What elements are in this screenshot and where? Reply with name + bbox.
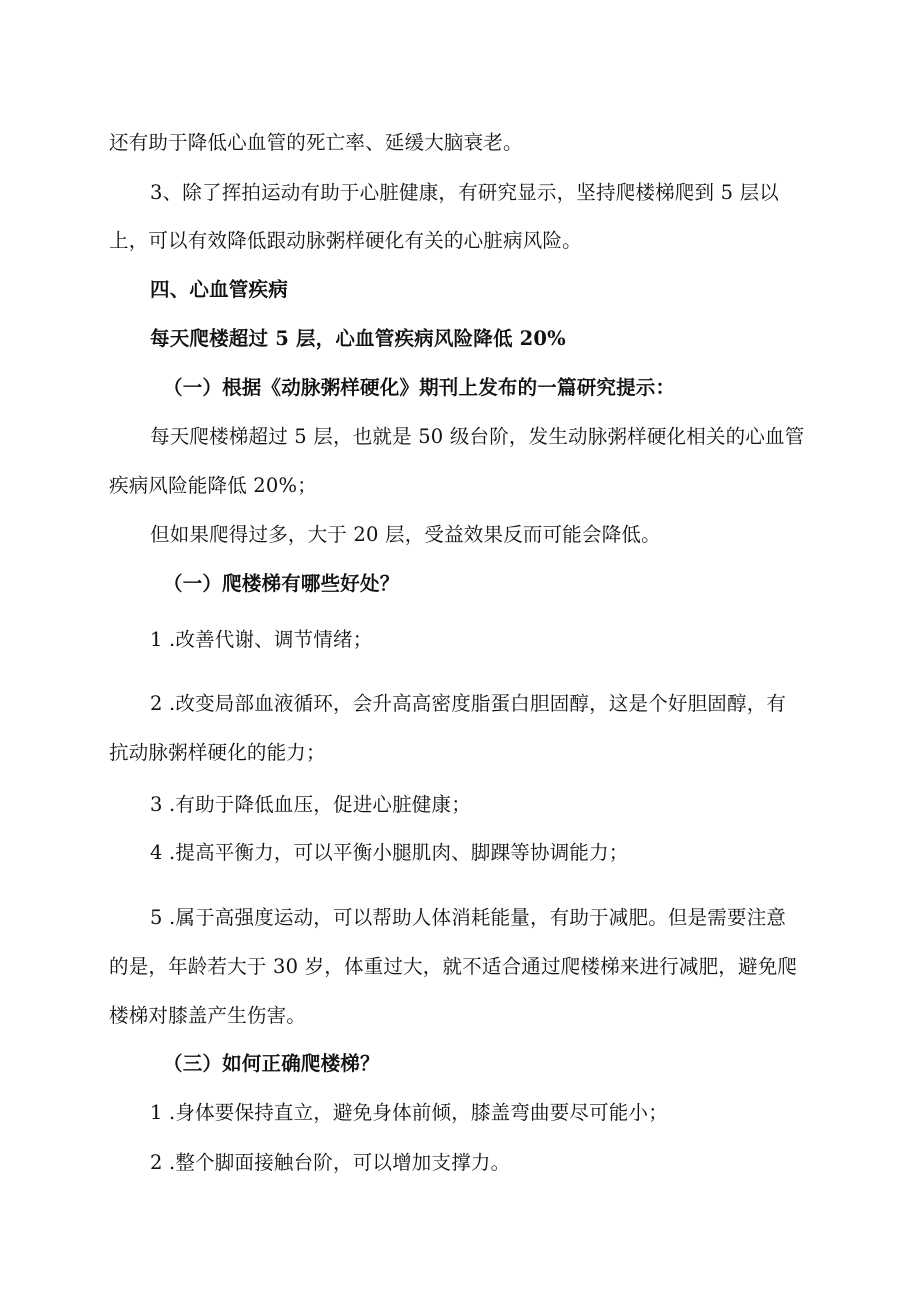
subheading: （三）如何正确爬楼梯？	[163, 1052, 380, 1075]
list-item: 3 .有助于降低血压，促进心脏健康；	[150, 793, 471, 816]
list-item-continuation: 的是，年龄若大于 30 岁，体重过大，就不适合通过爬楼梯来进行减肥，避免爬	[109, 955, 798, 978]
paragraph-line: 还有助于降低心血管的死亡率、延缓大脑衰老。	[109, 131, 523, 154]
list-item-continuation: 楼梯对膝盖产生伤害。	[109, 1004, 307, 1027]
paragraph-line: 每天爬楼梯超过 5 层，也就是 50 级台阶，发生动脉粥样硬化相关的心血管	[150, 425, 805, 448]
subheading: 每天爬楼超过 5 层，心血管疾病风险降低 20%	[150, 327, 566, 350]
list-item: 1 .改善代谢、调节情绪；	[150, 628, 373, 651]
section-heading: 四、心血管疾病	[150, 278, 288, 301]
paragraph-line: 但如果爬得过多，大于 20 层，受益效果反而可能会降低。	[150, 523, 661, 546]
subheading: （一）爬楼梯有哪些好处？	[163, 572, 400, 595]
list-item: 4 .提高平衡力，可以平衡小腿肌肉、脚踝等协调能力；	[150, 841, 629, 864]
paragraph-line: 3、除了挥拍运动有助于心脏健康，有研究显示，坚持爬楼梯爬到 5 层以	[150, 181, 780, 204]
paragraph-line: 上，可以有效降低跟动脉粥样硬化有关的心脏病风险。	[109, 229, 582, 252]
list-item-continuation: 抗动脉粥样硬化的能力；	[109, 741, 326, 764]
list-item: 2 .改变局部血液循环，会升高高密度脂蛋白胆固醇，这是个好胆固醇，有	[150, 692, 787, 715]
paragraph-line: 疾病风险能降低 20%；	[109, 474, 317, 497]
list-item: 1 .身体要保持直立，避免身体前倾，膝盖弯曲要尽可能小；	[150, 1101, 668, 1124]
list-item: 5 .属于高强度运动，可以帮助人体消耗能量，有助于减肥。但是需要注意	[150, 906, 787, 929]
subheading: （一）根据《动脉粥样硬化》期刊上发布的一篇研究提示：	[163, 376, 676, 399]
list-item: 2 .整个脚面接触台阶，可以增加支撑力。	[150, 1151, 511, 1174]
